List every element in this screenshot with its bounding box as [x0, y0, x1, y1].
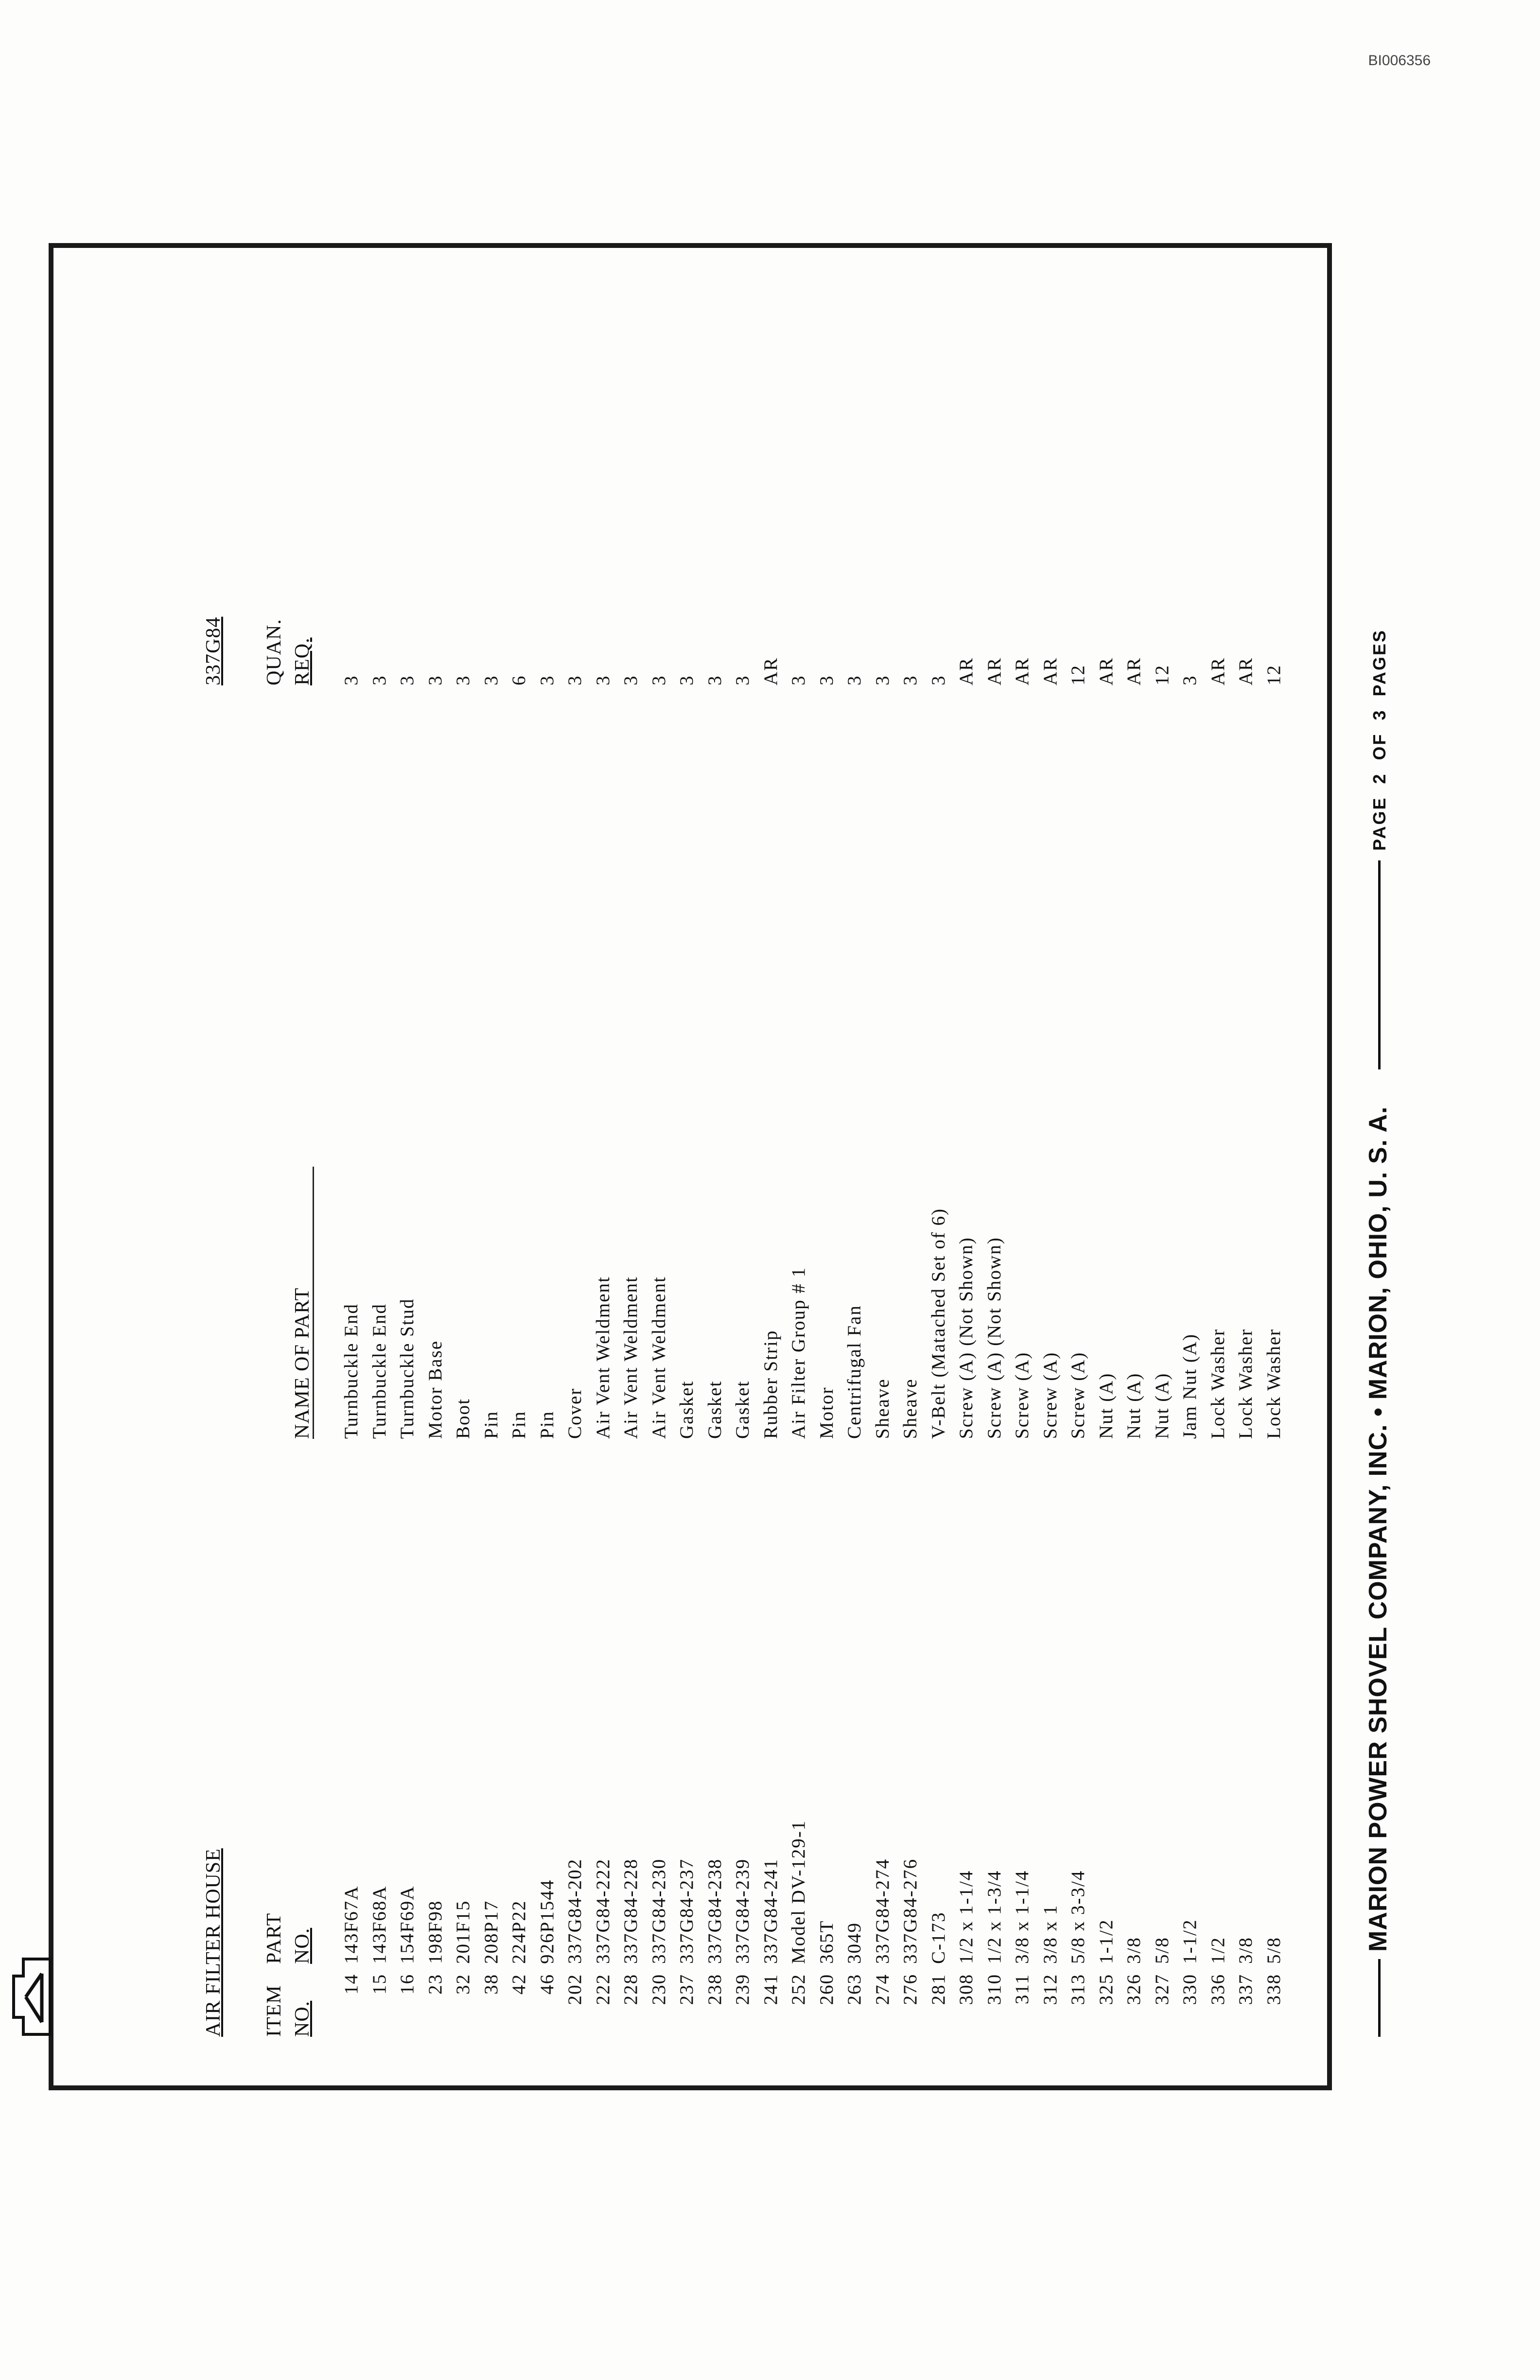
quantity-required: 3: [592, 675, 613, 685]
part-number: 337G84-239: [732, 1858, 753, 1964]
part-number: 3/8: [1235, 1937, 1256, 1964]
part-number: C-173: [928, 1911, 949, 1964]
part-name: Gasket: [704, 1380, 725, 1439]
item-number: 338: [1263, 1974, 1284, 2005]
quantity-required: 12: [1151, 665, 1172, 685]
part-number: Model DV-129-1: [788, 1820, 809, 1964]
item-number: 312: [1039, 1974, 1061, 2005]
quantity-required: 3: [564, 675, 585, 685]
part-name: Turnbuckle Stud: [397, 1298, 418, 1439]
quantity-required: AR: [1012, 657, 1032, 685]
part-number: 1/2 x 1-1/4: [956, 1870, 977, 1964]
drawing-number: 337G84: [202, 616, 225, 685]
part-name: V-Belt (Matached Set of 6): [928, 1208, 949, 1439]
part-number: 337G84-274: [872, 1858, 893, 1964]
quantity-required: AR: [760, 657, 781, 685]
part-name: Rubber Strip: [760, 1330, 781, 1439]
quantity-required: 3: [620, 675, 641, 685]
item-number: 202: [564, 1974, 585, 2005]
part-name: Screw (A): [1068, 1351, 1088, 1439]
part-number: 1-1/2: [1095, 1919, 1117, 1964]
item-number: 237: [676, 1974, 697, 2005]
column-header-name: NAME OF PART: [291, 1287, 314, 1439]
quantity-required: 3: [480, 675, 502, 685]
column-header-quantity: QUAN. REQ.: [263, 619, 314, 685]
part-name: Nut (A): [1095, 1372, 1117, 1439]
part-name: Sheave: [900, 1378, 921, 1439]
company-name: MARION POWER SHOVEL COMPANY, INC. • MARION, OHIO, U. S. A.: [1364, 1106, 1392, 1952]
item-number: 325: [1095, 1974, 1117, 2005]
part-name: Gasket: [676, 1380, 697, 1439]
quantity-required: 3: [844, 675, 865, 685]
part-number: 1/2: [1207, 1937, 1228, 1964]
part-number: 201F15: [453, 1900, 473, 1964]
part-number: 337G84-230: [648, 1858, 669, 1964]
part-number: 1-1/2: [1179, 1919, 1200, 1964]
quantity-required: 3: [928, 675, 949, 685]
item-number: 330: [1179, 1974, 1200, 2005]
quantity-required: 6: [508, 675, 529, 685]
part-name: Jam Nut (A): [1179, 1333, 1200, 1439]
quantity-required: 3: [397, 675, 418, 685]
quantity-required: 3: [732, 675, 753, 685]
part-name: Screw (A): [1039, 1351, 1061, 1439]
item-number: 310: [983, 1974, 1005, 2005]
item-number: 228: [620, 1974, 641, 2005]
part-name: Turnbuckle End: [368, 1303, 390, 1439]
item-number: 337: [1235, 1974, 1256, 2005]
quantity-required: 3: [1179, 675, 1200, 685]
quantity-required: AR: [1207, 657, 1228, 685]
part-name: Screw (A): [1012, 1351, 1032, 1439]
part-number: 3049: [844, 1922, 865, 1964]
part-name: Boot: [453, 1398, 473, 1439]
header-rule: [313, 1167, 314, 1439]
quantity-required: 3: [536, 675, 558, 685]
part-number: 1/2 x 1-3/4: [983, 1870, 1005, 1964]
section-title: AIR FILTER HOUSE: [202, 1848, 225, 2037]
part-number: 143F68A: [368, 1885, 390, 1964]
quantity-required: AR: [1123, 657, 1144, 685]
part-number: 5/8: [1151, 1937, 1172, 1964]
part-name: Nut (A): [1151, 1372, 1172, 1439]
part-number: 926P1544: [536, 1879, 558, 1964]
quantity-required: 3: [816, 675, 837, 685]
part-name: Pin: [508, 1410, 529, 1439]
item-number: 326: [1123, 1974, 1144, 2005]
quantity-required: AR: [1095, 657, 1117, 685]
item-number: 42: [508, 1974, 529, 1995]
part-name: Air Vent Weldment: [620, 1276, 641, 1439]
part-number: 5/8 x 3-3/4: [1068, 1870, 1088, 1964]
item-number: 15: [368, 1974, 390, 1995]
quantity-required: 3: [788, 675, 809, 685]
item-number: 16: [397, 1974, 418, 1995]
part-name: Air Vent Weldment: [648, 1276, 669, 1439]
part-number: 337G84-202: [564, 1858, 585, 1964]
part-number: 154F69A: [397, 1885, 418, 1964]
part-name: Motor Base: [424, 1340, 446, 1439]
part-number: 337G84-238: [704, 1858, 725, 1964]
quantity-required: 3: [676, 675, 697, 685]
part-name: Screw (A) (Not Shown): [956, 1237, 977, 1439]
page-footer: [1364, 510, 1393, 2037]
item-number: 14: [341, 1974, 362, 1995]
part-number: 198F98: [424, 1900, 446, 1964]
part-name: Gasket: [732, 1380, 753, 1439]
part-name: Lock Washer: [1263, 1328, 1284, 1439]
item-number: 313: [1068, 1974, 1088, 2005]
part-number: 337G84-222: [592, 1858, 613, 1964]
part-name: Sheave: [872, 1378, 893, 1439]
item-number: 274: [872, 1974, 893, 2005]
item-number: 263: [844, 1974, 865, 2005]
item-number: 230: [648, 1974, 669, 2005]
document-id: BI006356: [1368, 52, 1431, 69]
quantity-required: 3: [704, 675, 725, 685]
item-number: 336: [1207, 1974, 1228, 2005]
quantity-required: 12: [1263, 665, 1284, 685]
parts-list-rotated: [202, 510, 1392, 2037]
quantity-required: 3: [453, 675, 473, 685]
column-header-item: ITEM NO.: [263, 1985, 314, 2037]
item-number: 308: [956, 1974, 977, 2005]
quantity-required: AR: [983, 657, 1005, 685]
quantity-required: 3: [900, 675, 921, 685]
marion-logo: [9, 1954, 57, 2039]
page-indicator: PAGE 2 OF 3 PAGES: [1369, 629, 1389, 851]
quantity-required: 3: [872, 675, 893, 685]
quantity-required: 3: [341, 675, 362, 685]
item-number: 46: [536, 1974, 558, 1995]
quantity-required: 3: [648, 675, 669, 685]
part-name: Air Filter Group # 1: [788, 1266, 809, 1439]
item-number: 238: [704, 1974, 725, 2005]
quantity-required: 3: [368, 675, 390, 685]
item-number: 32: [453, 1974, 473, 1995]
part-name: Lock Washer: [1207, 1328, 1228, 1439]
item-number: 222: [592, 1974, 613, 2005]
part-name: Motor: [816, 1386, 837, 1439]
part-number: 337G84-228: [620, 1858, 641, 1964]
part-name: Air Vent Weldment: [592, 1276, 613, 1439]
quantity-required: AR: [1235, 657, 1256, 685]
item-number: 241: [760, 1974, 781, 2005]
column-header-part: PART NO.: [263, 1913, 314, 1964]
part-number: 3/8 x 1-1/4: [1012, 1870, 1032, 1964]
quantity-required: AR: [956, 657, 977, 685]
part-number: 3/8: [1123, 1937, 1144, 1964]
part-number: 3/8 x 1: [1039, 1904, 1061, 1964]
item-number: 276: [900, 1974, 921, 2005]
part-name: Centrifugal Fan: [844, 1305, 865, 1439]
item-number: 260: [816, 1974, 837, 2005]
item-number: 239: [732, 1974, 753, 2005]
part-name: Lock Washer: [1235, 1328, 1256, 1439]
item-number: 252: [788, 1974, 809, 2005]
part-name: Turnbuckle End: [341, 1303, 362, 1439]
quantity-required: AR: [1039, 657, 1061, 685]
part-number: 337G84-241: [760, 1858, 781, 1964]
quantity-required: 3: [424, 675, 446, 685]
item-number: 23: [424, 1974, 446, 1995]
item-number: 38: [480, 1974, 502, 1995]
item-number: 281: [928, 1974, 949, 2005]
quantity-required: 12: [1068, 665, 1088, 685]
part-number: 337G84-237: [676, 1858, 697, 1964]
item-number: 311: [1012, 1974, 1032, 2005]
part-name: Cover: [564, 1387, 585, 1439]
part-number: 365T: [816, 1920, 837, 1964]
part-number: 143F67A: [341, 1885, 362, 1964]
part-name: Pin: [480, 1410, 502, 1439]
part-number: 337G84-276: [900, 1858, 921, 1964]
part-number: 208P17: [480, 1900, 502, 1964]
part-number: 5/8: [1263, 1937, 1284, 1964]
part-name: Nut (A): [1123, 1372, 1144, 1439]
item-number: 327: [1151, 1974, 1172, 2005]
part-name: Pin: [536, 1410, 558, 1439]
part-name: Screw (A) (Not Shown): [983, 1237, 1005, 1439]
part-number: 224P22: [508, 1900, 529, 1964]
